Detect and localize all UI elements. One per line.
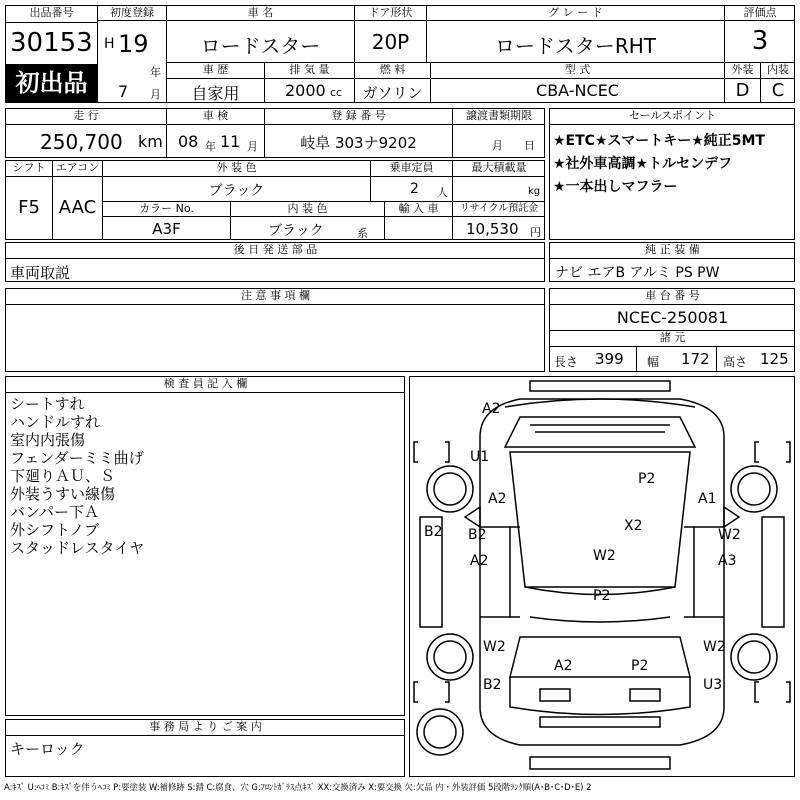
sales-point-1: ★ETC★スマートキー★純正5MT — [553, 133, 765, 149]
load-label: 最大積載量 — [471, 161, 527, 174]
office-note: キーロック — [10, 740, 85, 758]
damage-mark: P2 — [593, 588, 611, 604]
later-parts: 車両取説 — [10, 264, 71, 282]
grade: ロードスターRHT — [495, 34, 656, 58]
damage-mark: A2 — [488, 491, 507, 507]
sales-points-label: セールスポイント — [628, 109, 716, 122]
history-label: 車 歴 — [202, 63, 229, 76]
fuel-label: 燃 料 — [379, 63, 406, 76]
damage-mark: W2 — [483, 639, 506, 655]
inspection-month: 11 — [220, 132, 241, 151]
ac: AAC — [58, 197, 97, 218]
inspector-note: バンパー下Ａ — [10, 503, 99, 521]
inspection-label: 車 検 — [202, 109, 229, 122]
reg-year: 19 — [118, 30, 149, 58]
damage-mark: U3 — [703, 677, 723, 693]
int-color: ブラック — [268, 223, 324, 239]
width: 172 — [681, 350, 710, 368]
model: CBA-NCEC — [536, 81, 619, 100]
ext-label: 外装 — [731, 63, 754, 76]
score-label: 評価点 — [743, 6, 777, 19]
capacity-unit: 人 — [437, 186, 448, 199]
grade-label: グ レ ー ド — [548, 6, 603, 19]
score: 3 — [751, 26, 769, 56]
later-parts-label: 後 日 発 送 部 品 — [233, 243, 318, 256]
sales-points-box — [549, 108, 795, 240]
damage-mark: W2 — [593, 548, 616, 564]
inspector-note: 外シフトノブ — [10, 521, 100, 539]
first-listing-badge — [6, 64, 97, 102]
plate-number: 岐阜 303ナ9202 — [300, 134, 417, 152]
damage-mark: W2 — [718, 527, 741, 543]
damage-diagram — [409, 376, 795, 777]
inspector-note: シートすれ — [10, 395, 85, 413]
length-label: 長さ — [554, 355, 579, 369]
car-name: ロードスター — [200, 34, 321, 58]
inspector-note: フェンダーミミ曲げ — [10, 449, 144, 467]
plate-label: 登 録 番 号 — [331, 109, 386, 122]
int-color-label: 内 装 色 — [287, 202, 328, 215]
transfer-month-unit: 月 — [492, 139, 503, 152]
inspection-year-unit: 年 — [205, 140, 216, 153]
inspector-note: スタッドレスタイヤ — [10, 539, 145, 557]
damage-mark: A2 — [554, 658, 573, 674]
ac-label: エアコン — [55, 161, 100, 174]
first-listing-text: 初出品 — [15, 69, 88, 97]
damage-mark: A3 — [718, 553, 737, 569]
legend: A:ｷｽﾞ U:ﾍｺﾐ B:ｷｽﾞを伴うﾍｺﾐ P:要塗装 W:補修跡 S:錆 C:腐食、穴 G:ﾌﾛﾝﾄｶﾞﾗｽ点ｷｽﾞ XX:交換済み X:要交換 欠:欠品 内・外装評価 5段階ﾗﾝｸ順(A･B･C･D･E) 2 — [4, 782, 592, 792]
damage-mark: A1 — [698, 491, 717, 507]
damage-mark: B2 — [424, 524, 443, 540]
recycle-fee: 10,530 — [466, 220, 519, 238]
color-no: A3F — [152, 220, 181, 238]
height: 125 — [760, 350, 789, 368]
damage-mark: X2 — [624, 518, 643, 534]
damage-mark: W2 — [703, 639, 726, 655]
dims-label: 諸 元 — [659, 331, 686, 344]
month-unit: 月 — [150, 88, 161, 101]
shift: F5 — [18, 197, 40, 218]
damage-mark: A2 — [482, 401, 501, 417]
damage-mark: P2 — [631, 658, 649, 674]
color-label: 外 装 色 — [216, 161, 257, 174]
door-label: ドア形状 — [368, 6, 413, 19]
chassis-number: NCEC-250081 — [616, 308, 729, 327]
displacement: 2000 — [285, 81, 326, 100]
era: H — [104, 36, 115, 52]
int-color-unit: 系 — [357, 227, 368, 240]
car-name-label: 車 名 — [247, 6, 274, 19]
notes-label: 注 意 事 項 欄 — [241, 289, 310, 302]
inspection-month-unit: 月 — [247, 140, 258, 153]
sales-point-3: ★一本出しマフラー — [553, 179, 678, 195]
lot-no: 30153 — [10, 28, 93, 58]
color-no-label: カラー No. — [139, 202, 194, 215]
year-unit: 年 — [150, 66, 161, 79]
shift-label: シフト — [12, 161, 46, 174]
damage-mark: P2 — [638, 471, 656, 487]
first-reg-label: 初度登録 — [110, 6, 154, 19]
damage-mark: B2 — [468, 527, 487, 543]
inspector-note: ハンドルすれ — [10, 413, 101, 431]
damage-mark: A2 — [470, 553, 489, 569]
length: 399 — [595, 350, 624, 368]
car-outline — [410, 377, 794, 776]
load-unit: kg — [528, 186, 541, 197]
int-score: C — [771, 80, 785, 101]
mileage-label: 走 行 — [73, 109, 99, 122]
import-label: 輸 入 車 — [398, 202, 439, 215]
damage-mark: U1 — [470, 449, 490, 465]
displacement-label: 排 気 量 — [289, 63, 330, 76]
width-label: 幅 — [647, 355, 660, 369]
door-type: 20P — [371, 30, 410, 54]
mileage-unit: km — [138, 132, 163, 151]
options: ナビ エアB アルミ PS PW — [555, 265, 720, 281]
inspector-note: 下廻りＡＵ、Ｓ — [10, 467, 116, 485]
inspection-year: 08 — [178, 132, 199, 151]
damage-mark: B2 — [483, 677, 502, 693]
sales-point-2: ★社外車高調★トルセンデフ — [553, 156, 733, 172]
chassis-label: 車 台 番 号 — [645, 289, 700, 302]
inspector-label: 検 査 員 記 入 欄 — [163, 377, 248, 390]
ext-score: D — [735, 80, 750, 101]
color: ブラック — [208, 183, 265, 199]
height-label: 高さ — [723, 355, 748, 369]
model-label: 型 式 — [564, 63, 591, 76]
mileage: 250,700 — [40, 130, 123, 154]
transfer-doc-label: 譲渡書類期限 — [466, 109, 532, 122]
office-label: 事 務 局 よ り ご 案 内 — [149, 720, 262, 733]
lot-no-label: 出品番号 — [29, 6, 74, 19]
recycle-label: リサイクル預託金 — [459, 203, 539, 214]
displacement-unit: cc — [330, 86, 343, 99]
reg-month: 7 — [118, 82, 129, 101]
int-label: 内装 — [767, 63, 789, 76]
inspector-note: 外装うすい線傷 — [10, 485, 116, 503]
capacity: 2 — [410, 181, 419, 197]
capacity-label: 乗車定員 — [389, 161, 434, 174]
history: 自家用 — [191, 84, 240, 103]
fuel: ガソリン — [362, 84, 423, 102]
recycle-unit: 円 — [530, 226, 541, 239]
transfer-day-unit: 日 — [524, 139, 535, 152]
inspector-note: 室内内張傷 — [10, 431, 86, 449]
options-label: 純 正 装 備 — [645, 243, 700, 256]
